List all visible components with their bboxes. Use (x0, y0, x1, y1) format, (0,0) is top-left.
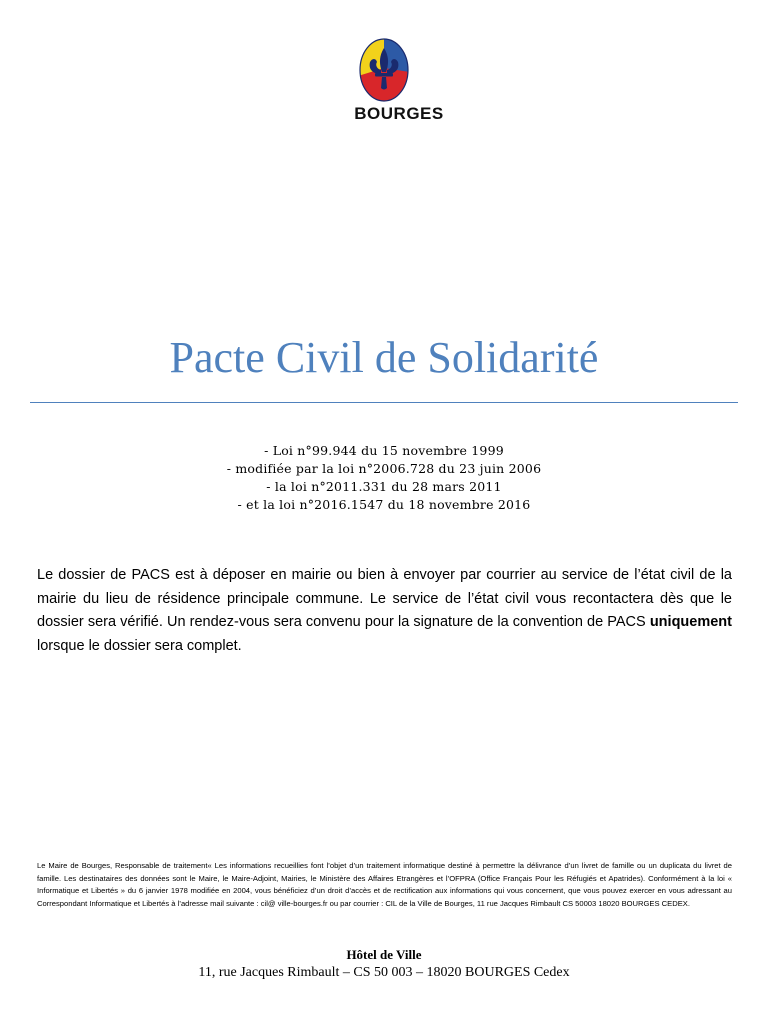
fleur-de-lis-emblem (358, 38, 410, 102)
intro-paragraph (37, 564, 732, 658)
footer-heading: Hôtel de Ville (346, 947, 422, 962)
intro-emphasis: uniquement (649, 614, 732, 630)
intro-text-part2: lorsque le dossier sera complet. (37, 637, 242, 654)
footer-address: 11, rue Jacques Rimbault – CS 50 003 – 18020 BOURGES Cedex (198, 965, 570, 980)
law-references (0, 442, 768, 514)
footer (0, 946, 768, 982)
logo-wordmark: BOURGES (354, 104, 444, 123)
intro-text-part1: Le dossier de PACS est à déposer en mairie ou bien à envoyer par courrier au service de l’état civil de la mairie du lieu de résidence principale commune. Le service de l’état civil vous recontactera dès que le dossier sera vérifié. Un rendez-vous sera convenu pour la signature de la convention de PACS (37, 567, 732, 630)
legal-notice: Le Maire de Bourges, Responsable de traitement« Les informations recueillies font l’objet d’un traitement informatique destiné à permettre la délivrance d’un livret de famille ou un duplicata du livret de famille. Les destinataires des données sont le Maire, le Maire-Adjoint, Mairies, le Ministère des Affaires Etrangères et l’OFPRA (Office Français Pour les Réfugiés et Apatrides). Conformément à la loi « Informatique et Libertés » du 6 janvier 1978 modifiée en 2004, vous bénéficiez d’un droit d’accès et de rectification aux informations qui vous concernent, que vous pouvez exercer en vous adressant au Correspondant Informatique et Libertés à l’adresse mail suivante : cil@ ville-bourges.fr ou par courrier : CIL de la Ville de Bourges, 11 rue Jacques Rimbault CS 50003 18020 BOURGES CEDEX. (37, 861, 732, 908)
document-title: Pacte Civil de Solidarité (169, 333, 599, 382)
law-reference-2: - modifiée par la loi n°2006.728 du 23 juin 2006 (226, 461, 542, 476)
bourges-logo (0, 38, 768, 128)
law-reference-1: - Loi n°99.944 du 15 novembre 1999 (264, 443, 504, 458)
law-reference-3: - la loi n°2011.331 du 28 mars 2011 (266, 479, 502, 494)
title-divider (30, 402, 738, 403)
law-reference-4: - et la loi n°2016.1547 du 18 novembre 2016 (237, 497, 531, 512)
